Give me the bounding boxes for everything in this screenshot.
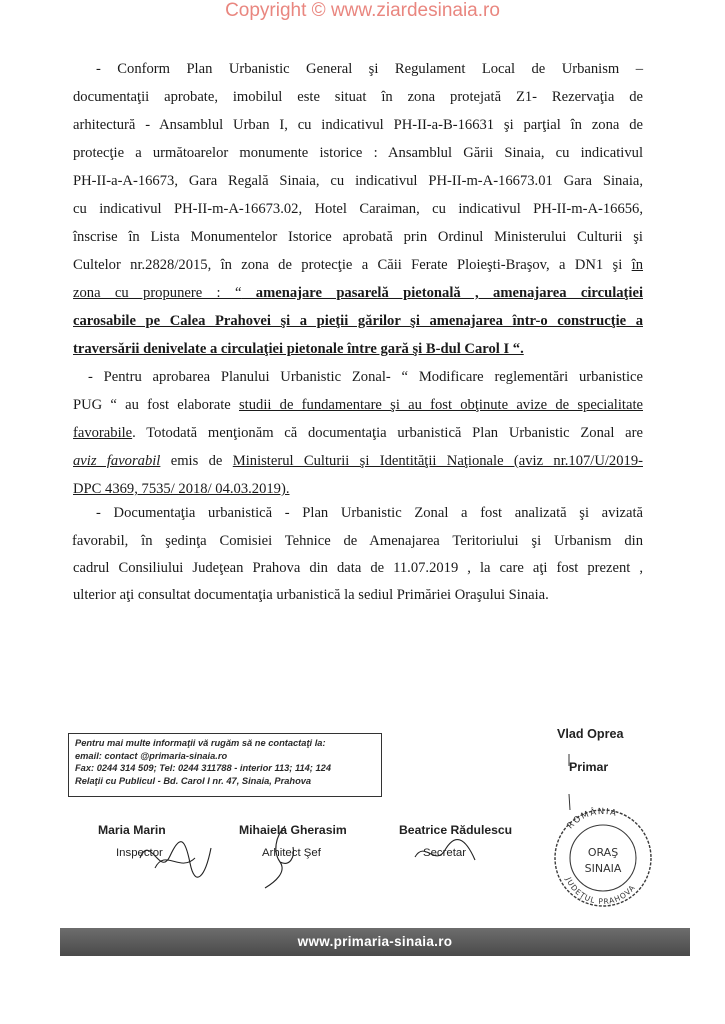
text-segment: PUG “ au fost elaborate (73, 397, 239, 413)
text-segment-underlined: studii de fundamentare şi au fost obţinute avize de specialitate (239, 397, 643, 413)
chief-architect-role: Arhitect Şef (262, 847, 321, 859)
stamp-town-label: ORAŞ (587, 846, 619, 859)
text-segment-bold: amenajare pasarelă pietonală , amenajarea circulaţiei (241, 285, 643, 301)
stamp-county: JUDEŢUL PRAHOVA (563, 875, 638, 907)
text-line-bold: traversării denivelate a circulaţiei pietonale între gară şi B-dul Carol I “. (73, 341, 524, 357)
mayor-name: Vlad Oprea (557, 727, 624, 741)
text-segment-underlined: favorabile (73, 425, 133, 441)
text-line: cu indicativul PH-II-m-A-16673.02, Hotel Caraiman, cu indicativul PH-II-m-A-16656, (73, 201, 643, 217)
text-line: protecţie a următoarelor monumente istorice : Ansamblul Gării Sinaia, cu indicativul (73, 145, 643, 161)
text-line-bold: carosabile pe Calea Prahovei şi a pieţii gărilor şi amenajarea într-o construcţie a (73, 313, 643, 329)
stamp-town-name: SINAIA (584, 862, 622, 875)
text-line (73, 395, 643, 415)
contact-info-box (68, 733, 382, 797)
secretary-name: Beatrice Rădulescu (399, 823, 513, 837)
text-line: - Documentaţia urbanistică - Plan Urbanistic Zonal a fost analizată şi avizată (96, 505, 643, 521)
text-line: ulterior aţi consultat documentaţia urbanistică la sediul Primăriei Oraşului Sinaia. (73, 587, 549, 603)
text-line: - Pentru aprobarea Planului Urbanistic Zonal- “ Modificare reglementări urbanistice (88, 369, 643, 385)
text-line: - Conform Plan Urbanistic General şi Regulament Local de Urbanism – (96, 61, 643, 77)
text-segment-underlined: zona cu propunere : “ (73, 285, 242, 301)
text-line: DPC 4369, 7535/ 2018/ 04.03.2019). (73, 481, 290, 497)
text-segment: Cultelor nr.2828/2015, în zona de protecţie a Căii Ferate Ploieşti-Braşov, a DN1 şi (73, 257, 632, 273)
inspector-role: Inspector (116, 847, 163, 859)
mayor-role: Primar (569, 760, 609, 774)
secretary-role: Secretar (423, 847, 467, 859)
text-segment-italic: aviz favorabil (73, 453, 161, 469)
contact-intro: Pentru mai multe informaţii vă rugăm să ne contactaţi la: (75, 738, 326, 748)
text-line: arhitectură - Ansamblul Urban I, cu indicativul PH-II-a-B-16631 şi parţial în zona de (73, 117, 643, 133)
text-line (73, 283, 643, 303)
text-line: cadrul Consiliului Judeţean Prahova din data de 11.07.2019 , la care aţi fost prezent , (73, 560, 643, 576)
contact-address: Relaţii cu Publicul - Bd. Carol I nr. 47, Sinaia, Prahova (75, 775, 312, 786)
text-line: înscrise în Lista Monumentelor Istorice aprobată prin Ordinul Ministerului Culturii şi (73, 229, 643, 245)
footer-website-bar (60, 928, 690, 956)
text-line (73, 451, 643, 471)
stamp-country: ROMÂNIA (565, 806, 619, 832)
text-line (73, 255, 643, 275)
text-segment: emis de (160, 453, 233, 469)
text-segment: . Totodată menţionăm că documentaţia urbanistică Plan Urbanistic Zonal are (132, 425, 643, 441)
footer-website-url[interactable]: www.primaria-sinaia.ro (297, 934, 453, 949)
contact-email: email: contact @primaria-sinaia.ro (75, 750, 228, 761)
text-segment-underlined: Ministerul Culturii şi Identităţii Naţionale (aviz nr.107/U/2019- (232, 453, 643, 469)
text-line: favorabil, în şedinţa Comisiei Tehnice de Amenajarea Teritoriului şi Urbanism din (72, 533, 643, 549)
text-line: documentaţii aprobate, imobilul este situat în zona protejată Z1- Rezervaţia de (73, 89, 643, 105)
official-stamp (543, 800, 663, 910)
chief-architect-name: Mihaiela Gherasim (239, 823, 347, 837)
text-line: PH-II-a-A-16673, Gara Regală Sinaia, cu indicativul PH-II-m-A-16673.01 Gara Sinaia, (73, 173, 643, 189)
text-line (73, 423, 643, 443)
inspector-name: Maria Marin (98, 823, 166, 837)
copyright-watermark: Copyright © www.ziardesinaia.ro (225, 0, 500, 21)
text-segment-underlined: în (631, 257, 643, 273)
contact-phone: Fax: 0244 314 509; Tel: 0244 311788 - interior 113; 114; 124 (75, 763, 331, 774)
